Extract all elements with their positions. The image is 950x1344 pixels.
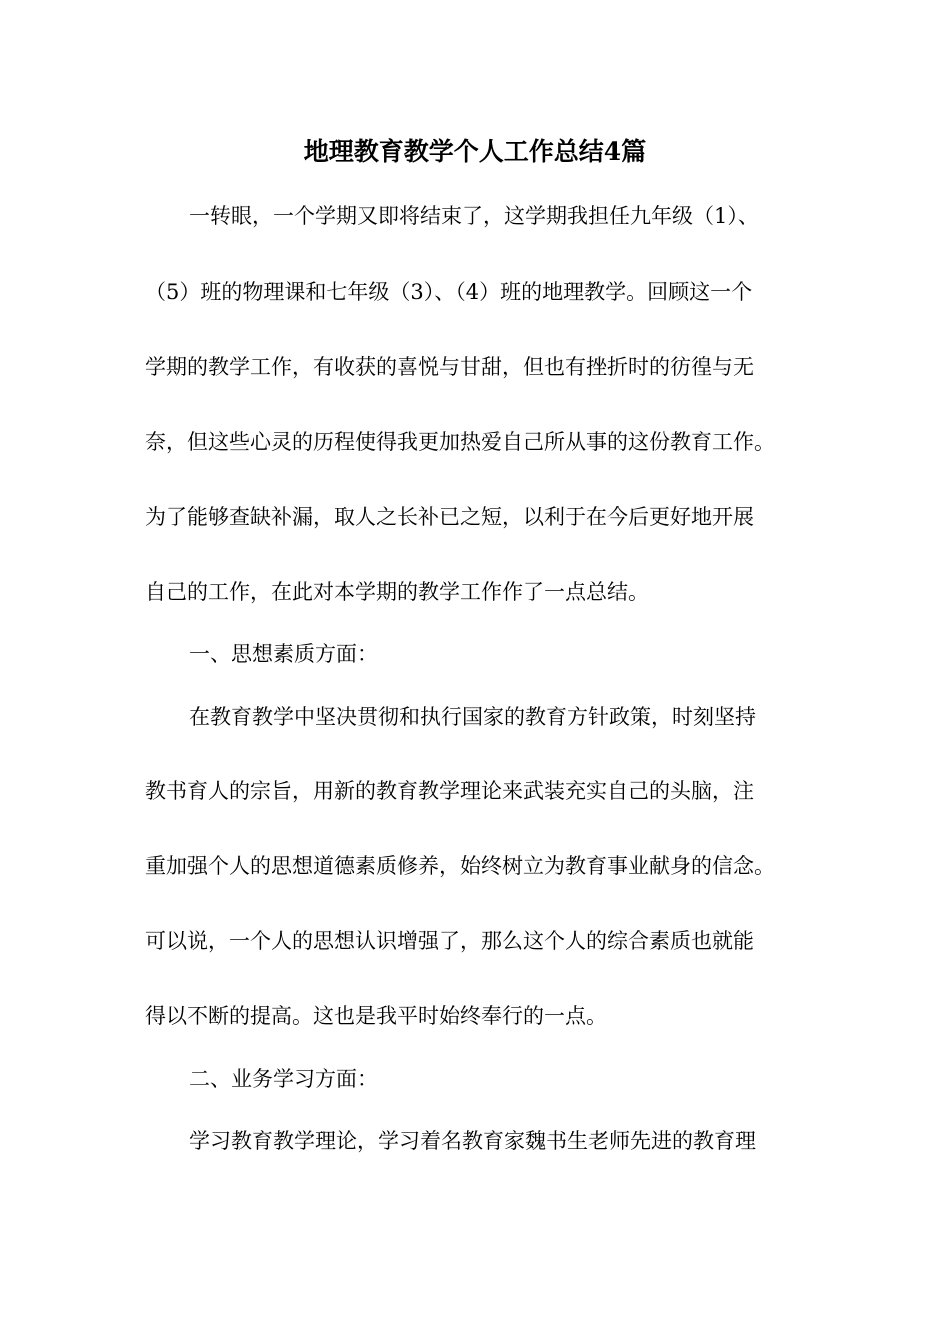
- paragraph-line: 在教育教学中坚决贯彻和执行国家的教育方针政策，时刻坚持: [189, 705, 756, 729]
- section-heading: 二、业务学习方面：: [189, 1067, 378, 1091]
- section-heading: 一、思想素质方面：: [189, 642, 378, 666]
- paragraph-line: 为了能够查缺补漏，取人之长补已之短，以利于在今后更好地开展: [145, 505, 754, 529]
- document-title: 地理教育教学个人工作总结4篇: [303, 137, 647, 166]
- paragraph-line: 重加强个人的思想道德素质修养，始终树立为教育事业献身的信念。: [145, 854, 775, 878]
- paragraph-line: 学习教育教学理论，学习着名教育家魏书生老师先进的教育理: [189, 1129, 756, 1153]
- paragraph-line: 得以不断的提高。这也是我平时始终奉行的一点。: [145, 1004, 607, 1028]
- paragraph-line: 一转眼，一个学期又即将结束了，这学期我担任九年级（1）、: [189, 204, 759, 228]
- paragraph-line: 奈，但这些心灵的历程使得我更加热爱自己所从事的这份教育工作。: [145, 430, 775, 454]
- paragraph-line: 教书育人的宗旨，用新的教育教学理论来武装充实自己的头脑，注: [145, 779, 754, 803]
- paragraph-line: 自己的工作，在此对本学期的教学工作作了一点总结。: [145, 580, 649, 604]
- paragraph-line: 学期的教学工作，有收获的喜悦与甘甜，但也有挫折时的彷徨与无: [145, 355, 754, 379]
- paragraph-line: （5）班的物理课和七年级（3）、（4）班的地理教学。回顾这一个: [145, 280, 753, 304]
- paragraph-line: 可以说，一个人的思想认识增强了，那么这个人的综合素质也就能: [145, 929, 754, 953]
